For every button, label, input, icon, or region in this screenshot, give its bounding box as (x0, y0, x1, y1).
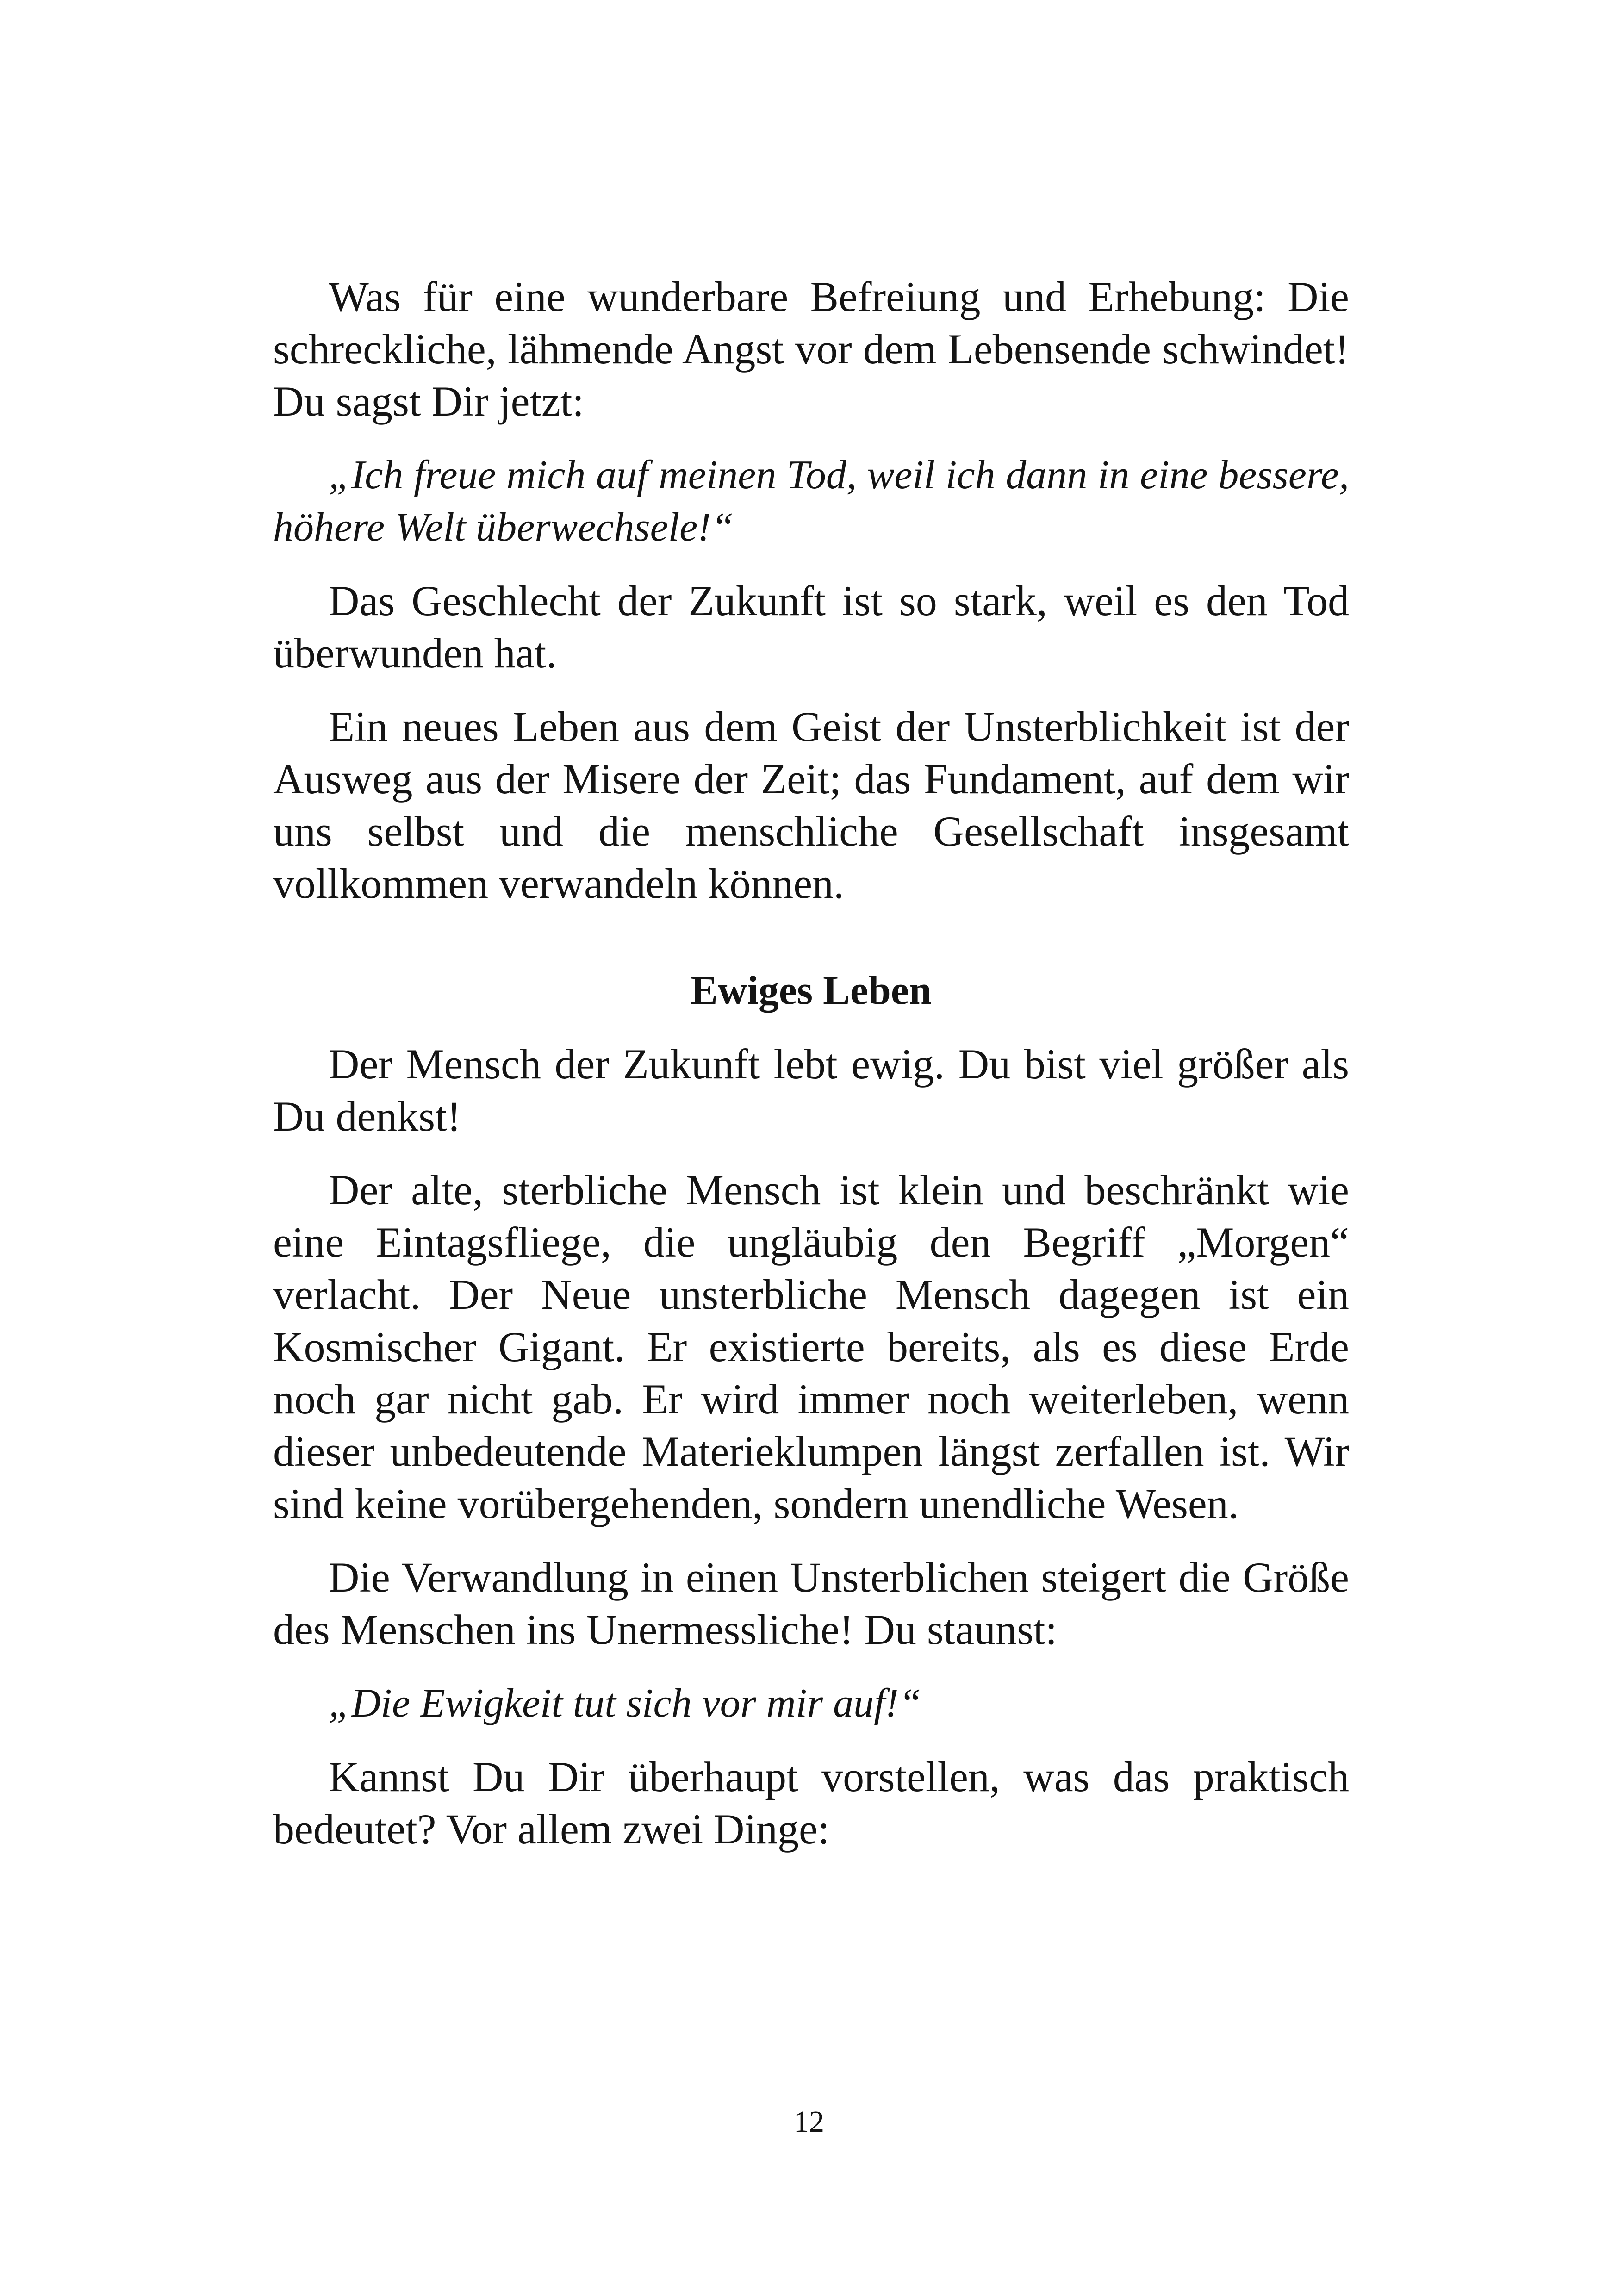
paragraph-verwandlung: Die Verwandlung in einen Unsterblichen steigert die Größe des Menschen ins Unermessliche! Du staunst: (273, 1554, 1349, 1653)
paragraph-zwei-dinge: Kannst Du Dir überhaupt vorstellen, was das praktisch bedeutet? Vor allem zwei Dinge: (273, 1753, 1349, 1853)
paragraph-neues-leben: Ein neues Leben aus dem Geist der Unsterblichkeit ist der Ausweg aus der Misere der Zeit; das Fundament, auf dem wir uns selbst und die menschliche Gesellschaft insgesamt vollkommen verwandeln können. (273, 703, 1349, 907)
quote-tod: „Ich freue mich auf meinen Tod, weil ich dann in eine bessere, höhere Welt überwechsele!“ (273, 453, 1349, 550)
page-number: 12 (794, 2105, 824, 2139)
section-heading: Ewiges Leben (691, 968, 932, 1013)
paragraph-sterblicher-mensch: Der alte, sterbliche Mensch ist klein und beschränkt wie eine Eintagsfliege, die ungläubig den Begriff „Morgen“ verlacht. Der Neue unsterbliche Mensch dagegen ist ein Kosmischer Gigant. Er existierte bereits, als es diese Erde noch gar nicht gab. Er wird immer noch weiterleben, wenn dieser unbedeutende Materieklumpen längst zerfallen ist. Wir sind keine vorübergehenden, sondern unendliche Wesen. (273, 1166, 1349, 1527)
paragraph-befreiung: Was für eine wunderbare Befreiung und Erhebung: Die schreckliche, lähmende Angst vor dem Lebensende schwindet! Du sagst Dir jetzt: (273, 273, 1349, 425)
paragraph-geschlecht: Das Geschlecht der Zukunft ist so stark, weil es den Tod überwunden hat. (273, 577, 1349, 677)
paragraph-mensch-der-zukunft: Der Mensch der Zukunft lebt ewig. Du bist viel größer als Du denkst! (273, 1040, 1349, 1140)
quote-ewigkeit: „Die Ewigkeit tut sich vor mir auf!“ (329, 1681, 921, 1726)
page-content (273, 271, 1349, 1877)
